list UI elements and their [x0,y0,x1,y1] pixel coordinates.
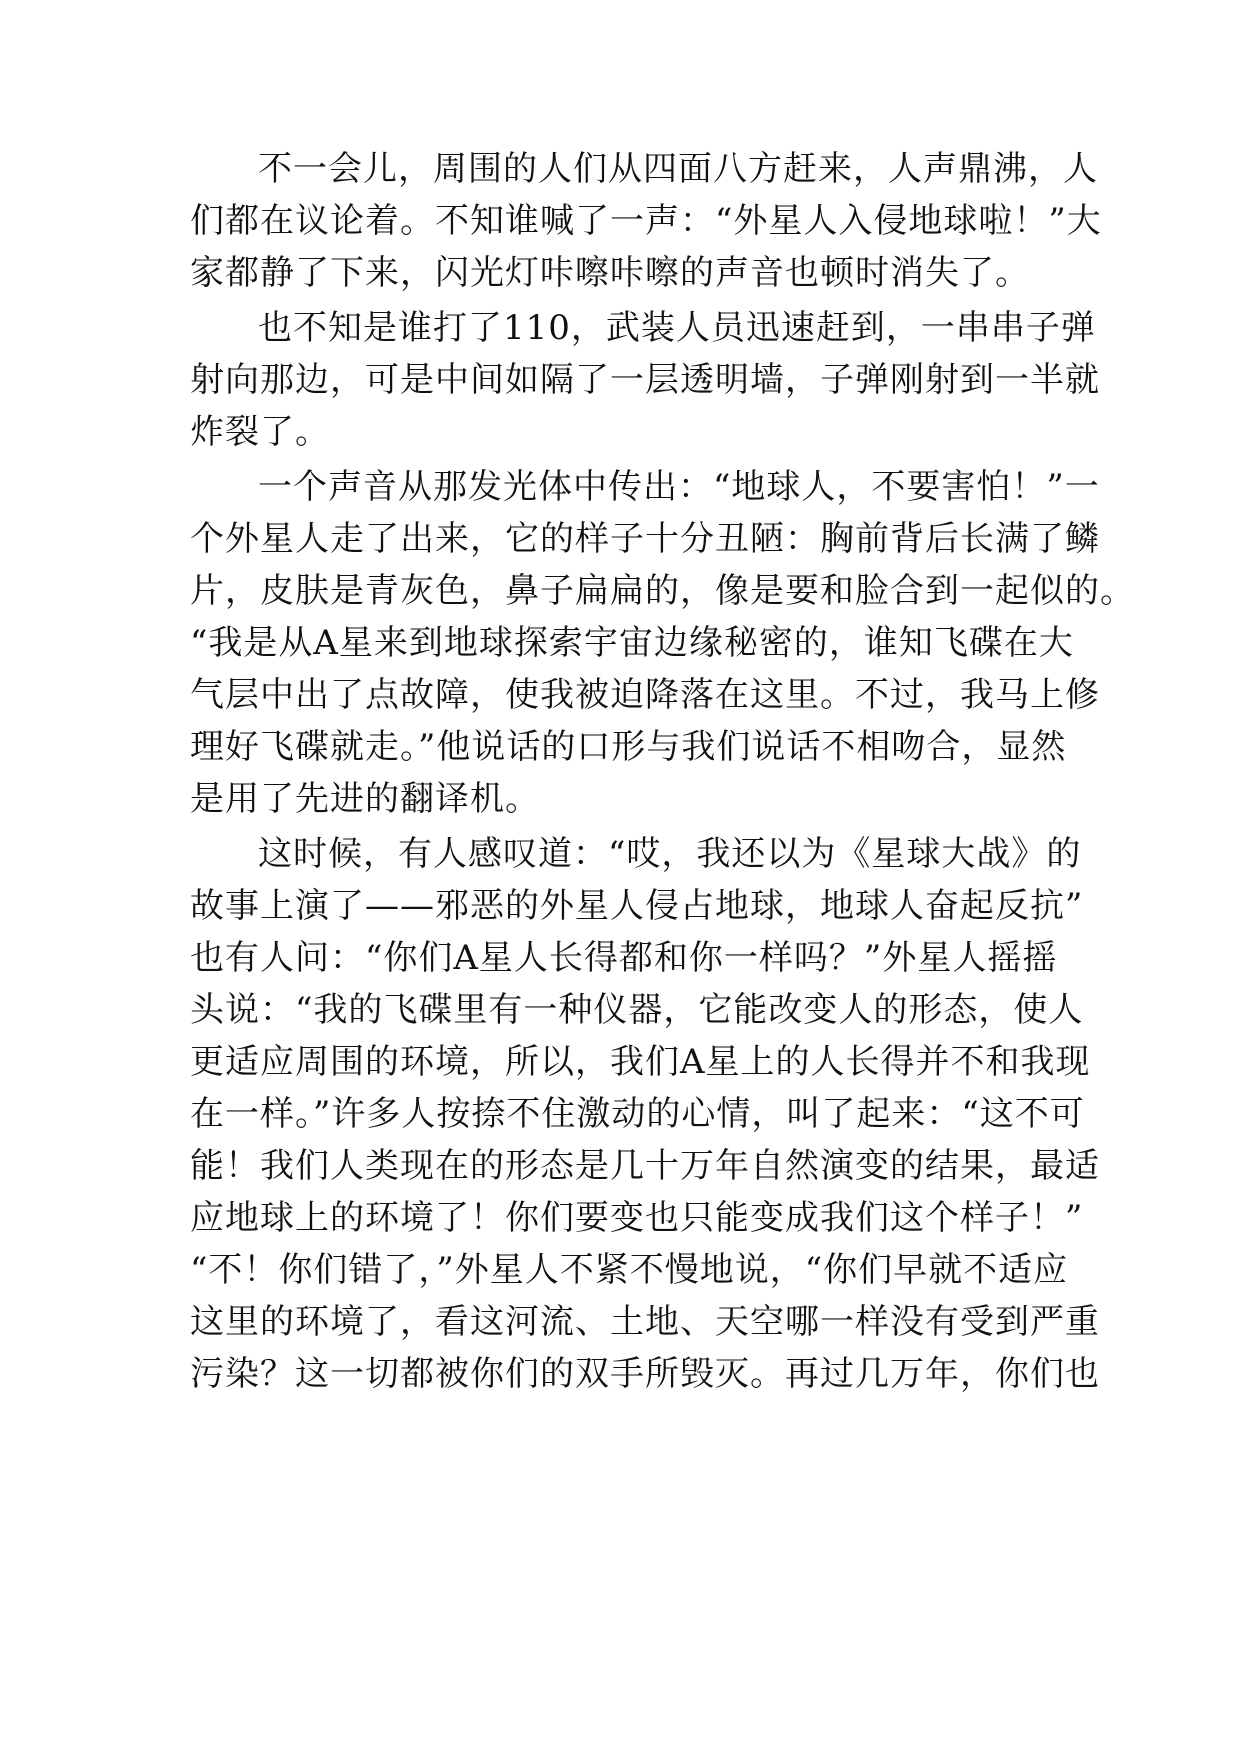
text-line: 也不知是谁打了110，武装人员迅速赶到，一串串子弹 [258,308,1096,348]
text-line: 射向那边，可是中间如隔了一层透明墙，子弹刚射到一半就 [190,360,1100,400]
text-line: 们都在议论着。不知谁喊了一声：“外星人入侵地球啦！”大 [190,201,1102,241]
text-line: 炸裂了。 [190,412,330,452]
text-line: 能！我们人类现在的形态是几十万年自然演变的结果，最适 [190,1146,1100,1186]
text-line: 不一会儿，周围的人们从四面八方赶来，人声鼎沸，人 [258,149,1098,189]
text-line: “不！你们错了，”外星人不紧不慢地说，“你们早就不适应 [190,1250,1069,1290]
text-line: 也有人问：“你们A星人长得都和你一样吗？”外星人摇摇 [190,938,1058,978]
text-line: 家都静了下来，闪光灯咔嚓咔嚓的声音也顿时消失了。 [190,253,1030,293]
text-line: 更适应周围的环境，所以，我们A星上的人长得并不和我现 [190,1042,1091,1082]
text-line: 这里的环境了，看这河流、土地、天空哪一样没有受到严重 [190,1302,1100,1342]
text-line: 个外星人走了出来，它的样子十分丑陋：胸前背后长满了鳞 [190,519,1100,559]
text-line: 头说：“我的飞碟里有一种仪器，它能改变人的形态，使人 [190,990,1084,1030]
text-line: 污染？这一切都被你们的双手所毁灭。再过几万年，你们也 [190,1354,1100,1394]
text-line: 理好飞碟就走。”他说话的口形与我们说话不相吻合，显然 [190,727,1067,767]
text-line: 在一样。”许多人按捺不住激动的心情，叫了起来：“这不可 [190,1094,1085,1134]
text-line: 一个声音从那发光体中传出：“地球人，不要害怕！”一 [258,467,1100,507]
text-line: 是用了先进的翻译机。 [190,779,540,819]
text-line: 这时候，有人感叹道：“哎，我还以为《星球大战》的 [258,834,1082,874]
text-line: 故事上演了——邪恶的外星人侵占地球，地球人奋起反抗” [190,886,1084,926]
text-line: 片，皮肤是青灰色，鼻子扁扁的，像是要和脸合到一起似的。 [190,571,1135,611]
text-line: 应地球上的环境了！你们要变也只能变成我们这个样子！” [190,1198,1084,1238]
text-line: 气层中出了点故障，使我被迫降落在这里。不过，我马上修 [190,675,1100,715]
text-line: “我是从A星来到地球探索宇宙边缘秘密的，谁知飞碟在大 [190,623,1074,663]
